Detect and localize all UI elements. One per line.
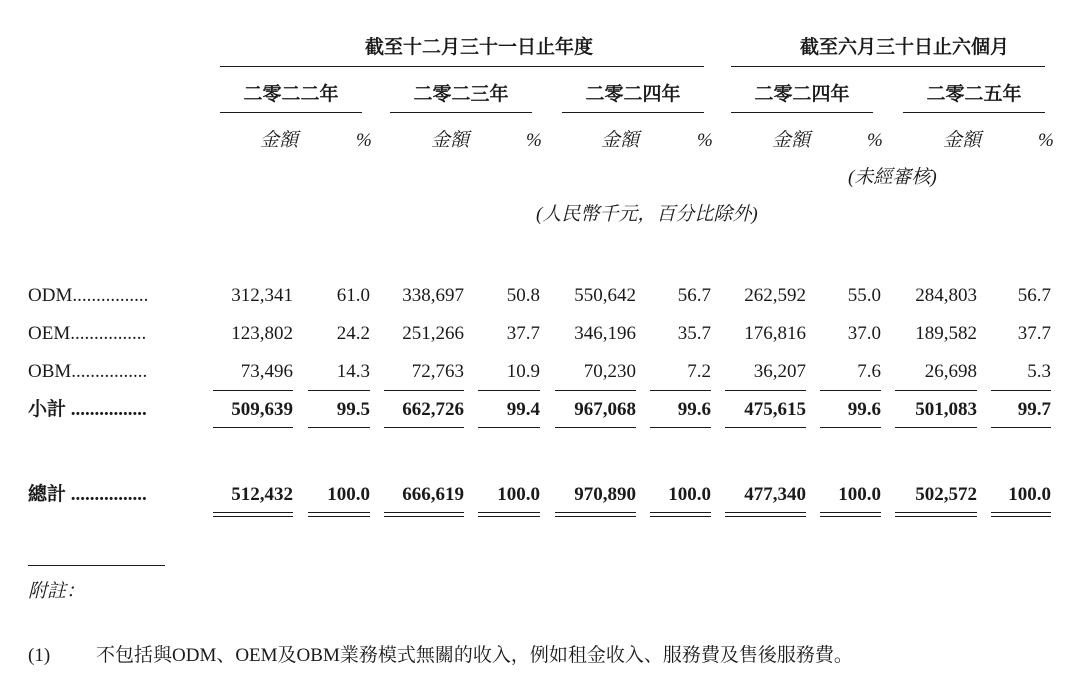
cell-pct: 37.0 bbox=[847, 323, 881, 344]
note-marker: (1) bbox=[28, 645, 51, 666]
cell-pct: 56.7 bbox=[677, 285, 711, 306]
cell-amount: 666,619 bbox=[402, 484, 464, 505]
pct-header-1: % bbox=[356, 130, 372, 151]
row-label: ODM................ bbox=[28, 285, 149, 306]
cell-amount: 338,697 bbox=[402, 285, 464, 306]
cell-amount: 176,816 bbox=[744, 323, 806, 344]
notes-heading: 附註： bbox=[28, 581, 86, 602]
subtotal-rule-top bbox=[308, 390, 370, 391]
cell-pct: 100.0 bbox=[668, 484, 711, 505]
cell-pct: 37.7 bbox=[506, 323, 540, 344]
subtotal-rule-bottom bbox=[991, 427, 1051, 428]
subtotal-rule-bottom bbox=[895, 427, 977, 428]
cell-amount: 502,572 bbox=[915, 484, 977, 505]
cell-amount: 477,340 bbox=[744, 484, 806, 505]
subtotal-rule-top bbox=[991, 390, 1051, 391]
cell-pct: 5.3 bbox=[1027, 361, 1051, 382]
cell-pct: 37.7 bbox=[1017, 323, 1051, 344]
cell-amount: 70,230 bbox=[583, 361, 636, 382]
total-double-rule bbox=[895, 512, 977, 517]
cell-pct: 99.6 bbox=[677, 399, 711, 420]
subtotal-rule-bottom bbox=[555, 427, 636, 428]
cell-amount: 312,341 bbox=[231, 285, 293, 306]
subtotal-rule-top bbox=[213, 390, 293, 391]
cell-amount: 73,496 bbox=[240, 361, 293, 382]
cell-amount: 550,642 bbox=[574, 285, 636, 306]
total-double-rule bbox=[384, 512, 464, 517]
cell-amount: 346,196 bbox=[574, 323, 636, 344]
year-header-5: 二零二五年 bbox=[926, 84, 1022, 105]
cell-pct: 14.3 bbox=[336, 361, 370, 382]
subtotal-rule-top bbox=[895, 390, 977, 391]
subtotal-rule-top bbox=[478, 390, 540, 391]
subtotal-rule-bottom bbox=[478, 427, 540, 428]
subtotal-rule-top bbox=[384, 390, 464, 391]
cell-amount: 512,432 bbox=[231, 484, 293, 505]
row-label: 小計 ................ bbox=[28, 399, 147, 420]
pct-header-3: % bbox=[697, 130, 713, 151]
cell-amount: 284,803 bbox=[915, 285, 977, 306]
cell-pct: 99.5 bbox=[336, 399, 370, 420]
year-rule-3 bbox=[562, 112, 704, 113]
total-double-rule bbox=[725, 512, 806, 517]
subtotal-rule-bottom bbox=[213, 427, 293, 428]
cell-amount: 501,083 bbox=[915, 399, 977, 420]
subtotal-rule-bottom bbox=[384, 427, 464, 428]
cell-amount: 509,639 bbox=[231, 399, 293, 420]
header-group-year-ended-rule bbox=[220, 66, 704, 67]
amount-header-4: 金額 bbox=[772, 130, 811, 151]
subtotal-rule-top bbox=[555, 390, 636, 391]
year-rule-1 bbox=[220, 112, 362, 113]
cell-amount: 662,726 bbox=[402, 399, 464, 420]
amount-header-5: 金額 bbox=[943, 130, 982, 151]
subtotal-rule-top bbox=[725, 390, 806, 391]
subtotal-rule-bottom bbox=[725, 427, 806, 428]
total-double-rule bbox=[820, 512, 881, 517]
cell-pct: 50.8 bbox=[506, 285, 540, 306]
cell-pct: 10.9 bbox=[506, 361, 540, 382]
cell-amount: 967,068 bbox=[574, 399, 636, 420]
pct-header-4: % bbox=[867, 130, 883, 151]
note-text: 不包括與ODM、OEM及OBM業務模式無關的收入，例如租金收入、服務費及售後服務費。 bbox=[96, 645, 853, 666]
total-double-rule bbox=[650, 512, 711, 517]
footnote-separator bbox=[28, 565, 165, 566]
subtotal-rule-bottom bbox=[650, 427, 711, 428]
cell-amount: 36,207 bbox=[753, 361, 806, 382]
cell-amount: 123,802 bbox=[231, 323, 293, 344]
cell-pct: 7.6 bbox=[857, 361, 881, 382]
row-label: 總計 ................ bbox=[28, 484, 147, 505]
cell-amount: 475,615 bbox=[744, 399, 806, 420]
total-double-rule bbox=[555, 512, 636, 517]
cell-pct: 100.0 bbox=[1008, 484, 1051, 505]
amount-header-3: 金額 bbox=[601, 130, 640, 151]
cell-pct: 55.0 bbox=[847, 285, 881, 306]
unit-note: (人民幣千元，百分比除外) bbox=[536, 204, 758, 225]
subtotal-rule-bottom bbox=[820, 427, 881, 428]
cell-pct: 61.0 bbox=[336, 285, 370, 306]
year-header-4: 二零二四年 bbox=[754, 84, 850, 105]
row-label: OEM................ bbox=[28, 323, 147, 344]
cell-pct: 99.6 bbox=[847, 399, 881, 420]
cell-amount: 189,582 bbox=[915, 323, 977, 344]
cell-pct: 99.4 bbox=[506, 399, 540, 420]
cell-pct: 99.7 bbox=[1017, 399, 1051, 420]
cell-amount: 262,592 bbox=[744, 285, 806, 306]
year-rule-4 bbox=[731, 112, 873, 113]
header-group-six-months: 截至六月三十日止六個月 bbox=[800, 37, 1010, 58]
cell-amount: 251,266 bbox=[402, 323, 464, 344]
cell-amount: 26,698 bbox=[924, 361, 977, 382]
total-double-rule bbox=[478, 512, 540, 517]
subtotal-rule-bottom bbox=[308, 427, 370, 428]
year-rule-2 bbox=[390, 112, 532, 113]
subtotal-rule-top bbox=[820, 390, 881, 391]
pct-header-2: % bbox=[526, 130, 542, 151]
total-double-rule bbox=[991, 512, 1051, 517]
total-double-rule bbox=[213, 512, 293, 517]
cell-pct: 24.2 bbox=[336, 323, 370, 344]
cell-amount: 72,763 bbox=[411, 361, 464, 382]
cell-pct: 35.7 bbox=[677, 323, 711, 344]
header-group-year-ended: 截至十二月三十一日止年度 bbox=[365, 37, 594, 58]
cell-amount: 970,890 bbox=[574, 484, 636, 505]
year-header-3: 二零二四年 bbox=[585, 84, 681, 105]
cell-pct: 100.0 bbox=[838, 484, 881, 505]
amount-header-2: 金額 bbox=[431, 130, 470, 151]
year-rule-5 bbox=[903, 112, 1045, 113]
header-group-six-months-rule bbox=[731, 66, 1045, 67]
unaudited-note: (未經審核) bbox=[848, 167, 937, 188]
row-label: OBM................ bbox=[28, 361, 148, 382]
cell-pct: 100.0 bbox=[497, 484, 540, 505]
subtotal-rule-top bbox=[650, 390, 711, 391]
cell-pct: 56.7 bbox=[1017, 285, 1051, 306]
pct-header-5: % bbox=[1038, 130, 1054, 151]
year-header-1: 二零二二年 bbox=[243, 84, 339, 105]
cell-pct: 7.2 bbox=[687, 361, 711, 382]
cell-pct: 100.0 bbox=[327, 484, 370, 505]
year-header-2: 二零二三年 bbox=[413, 84, 509, 105]
total-double-rule bbox=[308, 512, 370, 517]
amount-header-1: 金額 bbox=[260, 130, 299, 151]
